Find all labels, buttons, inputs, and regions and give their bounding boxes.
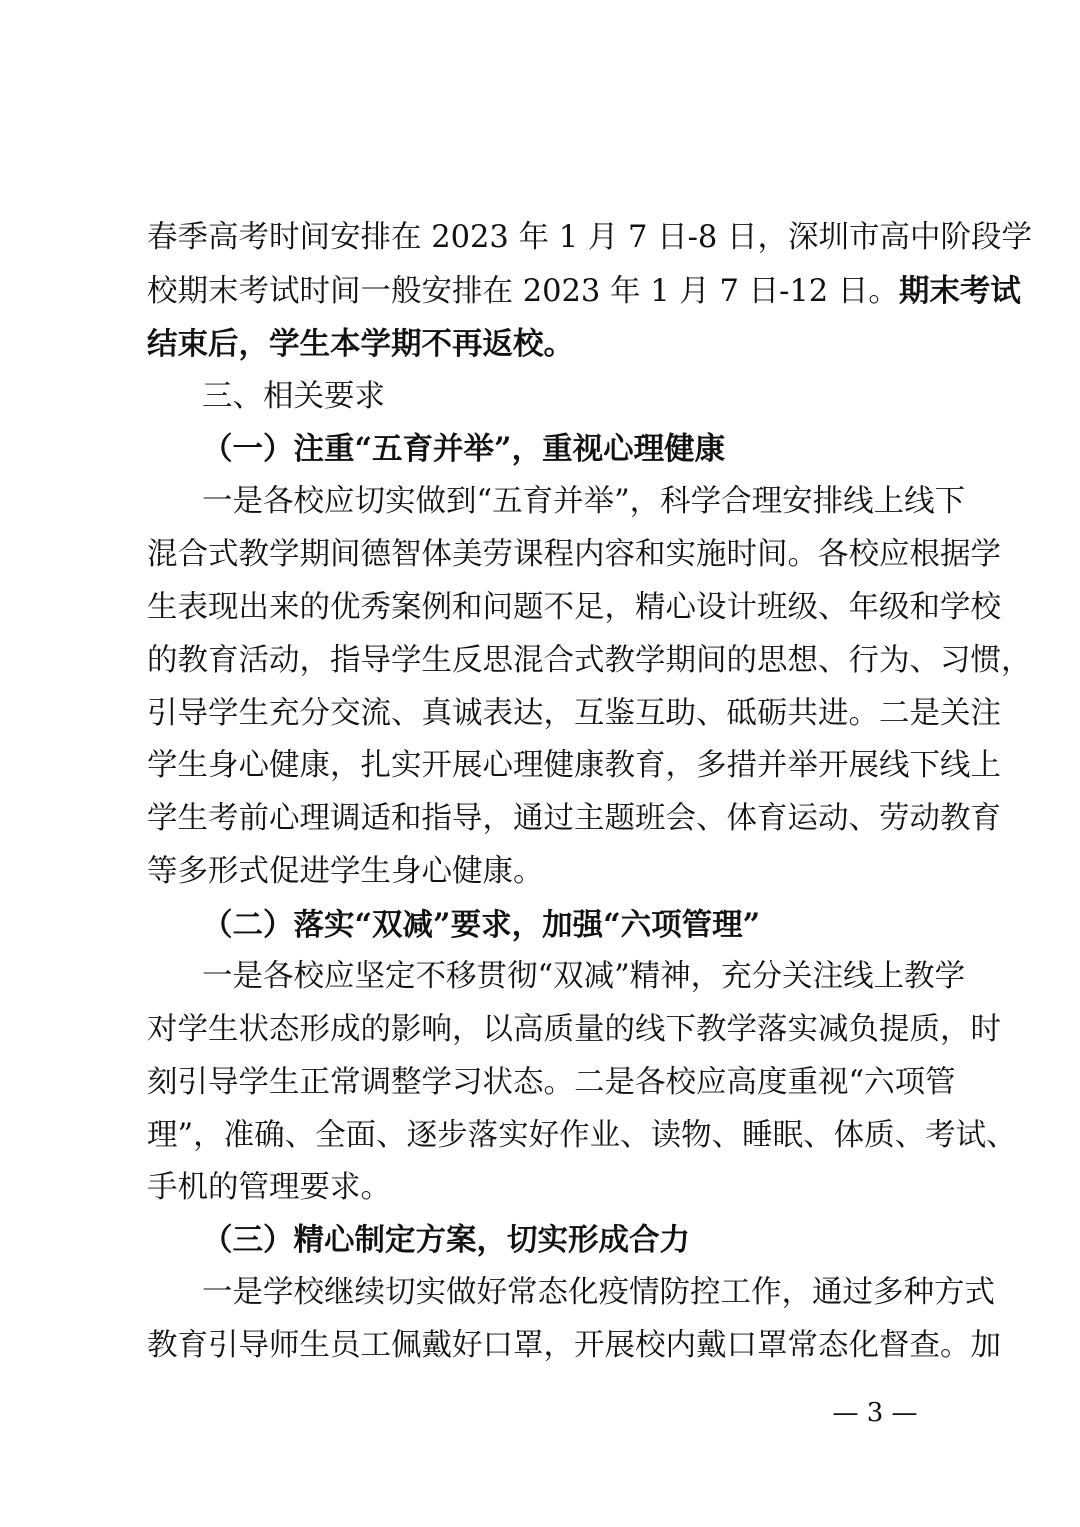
subsection-heading-3: （三）精心制定方案，切实形成合力 — [202, 1222, 690, 1258]
subsection-heading-2: （二）落实“双减”要求，加强“六项管理” — [202, 907, 761, 943]
body-line: 对学生状态形成的影响，以高质量的线下教学落实减负提质，时 — [147, 1012, 1001, 1047]
body-line: 刻引导学生正常调整学习状态。二是各校应高度重视“六项管 — [147, 1065, 956, 1100]
body-line: 引导学生充分交流、真诚表达，互鉴互助、砥砺共进。二是关注 — [147, 696, 1001, 731]
body-line: 等多形式促进学生身心健康。 — [147, 854, 544, 889]
body-line — [147, 266, 1021, 316]
body-line: 教育引导师生员工佩戴好口罩，开展校内戴口罩常态化督查。加 — [147, 1328, 1001, 1363]
body-line: 生表现出来的优秀案例和问题不足，精心设计班级、年级和学校 — [147, 590, 1001, 625]
subsection-heading-1: （一）注重“五育并举”，重视心理健康 — [202, 431, 726, 467]
body-line: 手机的管理要求。 — [147, 1170, 391, 1205]
paragraph-first-line: 一是各校应坚定不移贯彻“双减”精神，充分关注线上教学 — [202, 959, 966, 994]
body-line: 混合式教学期间德智体美劳课程内容和实施时间。各校应根据学 — [147, 537, 1001, 572]
body-line: 的教育活动，指导学生反思混合式教学期间的思想、行为、习惯， — [147, 643, 1032, 678]
paragraph-first-line: 一是学校继续切实做好常态化疫情防控工作，通过多种方式 — [202, 1275, 995, 1310]
body-line: 学生身心健康，扎实开展心理健康教育，多措并举开展线下线上 — [147, 748, 1001, 783]
body-line: 结束后，学生本学期不再返校。 — [147, 326, 574, 362]
bold-text: 期末考试 — [898, 273, 1021, 309]
paragraph-first-line: 一是各校应切实做到“五育并举”，科学合理安排线上线下 — [202, 484, 966, 519]
body-line: 春季高考时间安排在 2023 年 1 月 7 日-8 日，深圳市高中阶段学 — [147, 220, 1033, 255]
section-heading: 三、相关要求 — [202, 379, 385, 414]
body-line: 理”，准确、全面、逐步落实好作业、读物、睡眠、体质、考试、 — [147, 1118, 1017, 1153]
body-line: 学生考前心理调适和指导，通过主题班会、体育运动、劳动教育 — [147, 801, 1001, 836]
body-text: 校期末考试时间一般安排在 2023 年 1 月 7 日-12 日。 — [147, 274, 899, 309]
page-number: — 3 — — [832, 1398, 918, 1428]
